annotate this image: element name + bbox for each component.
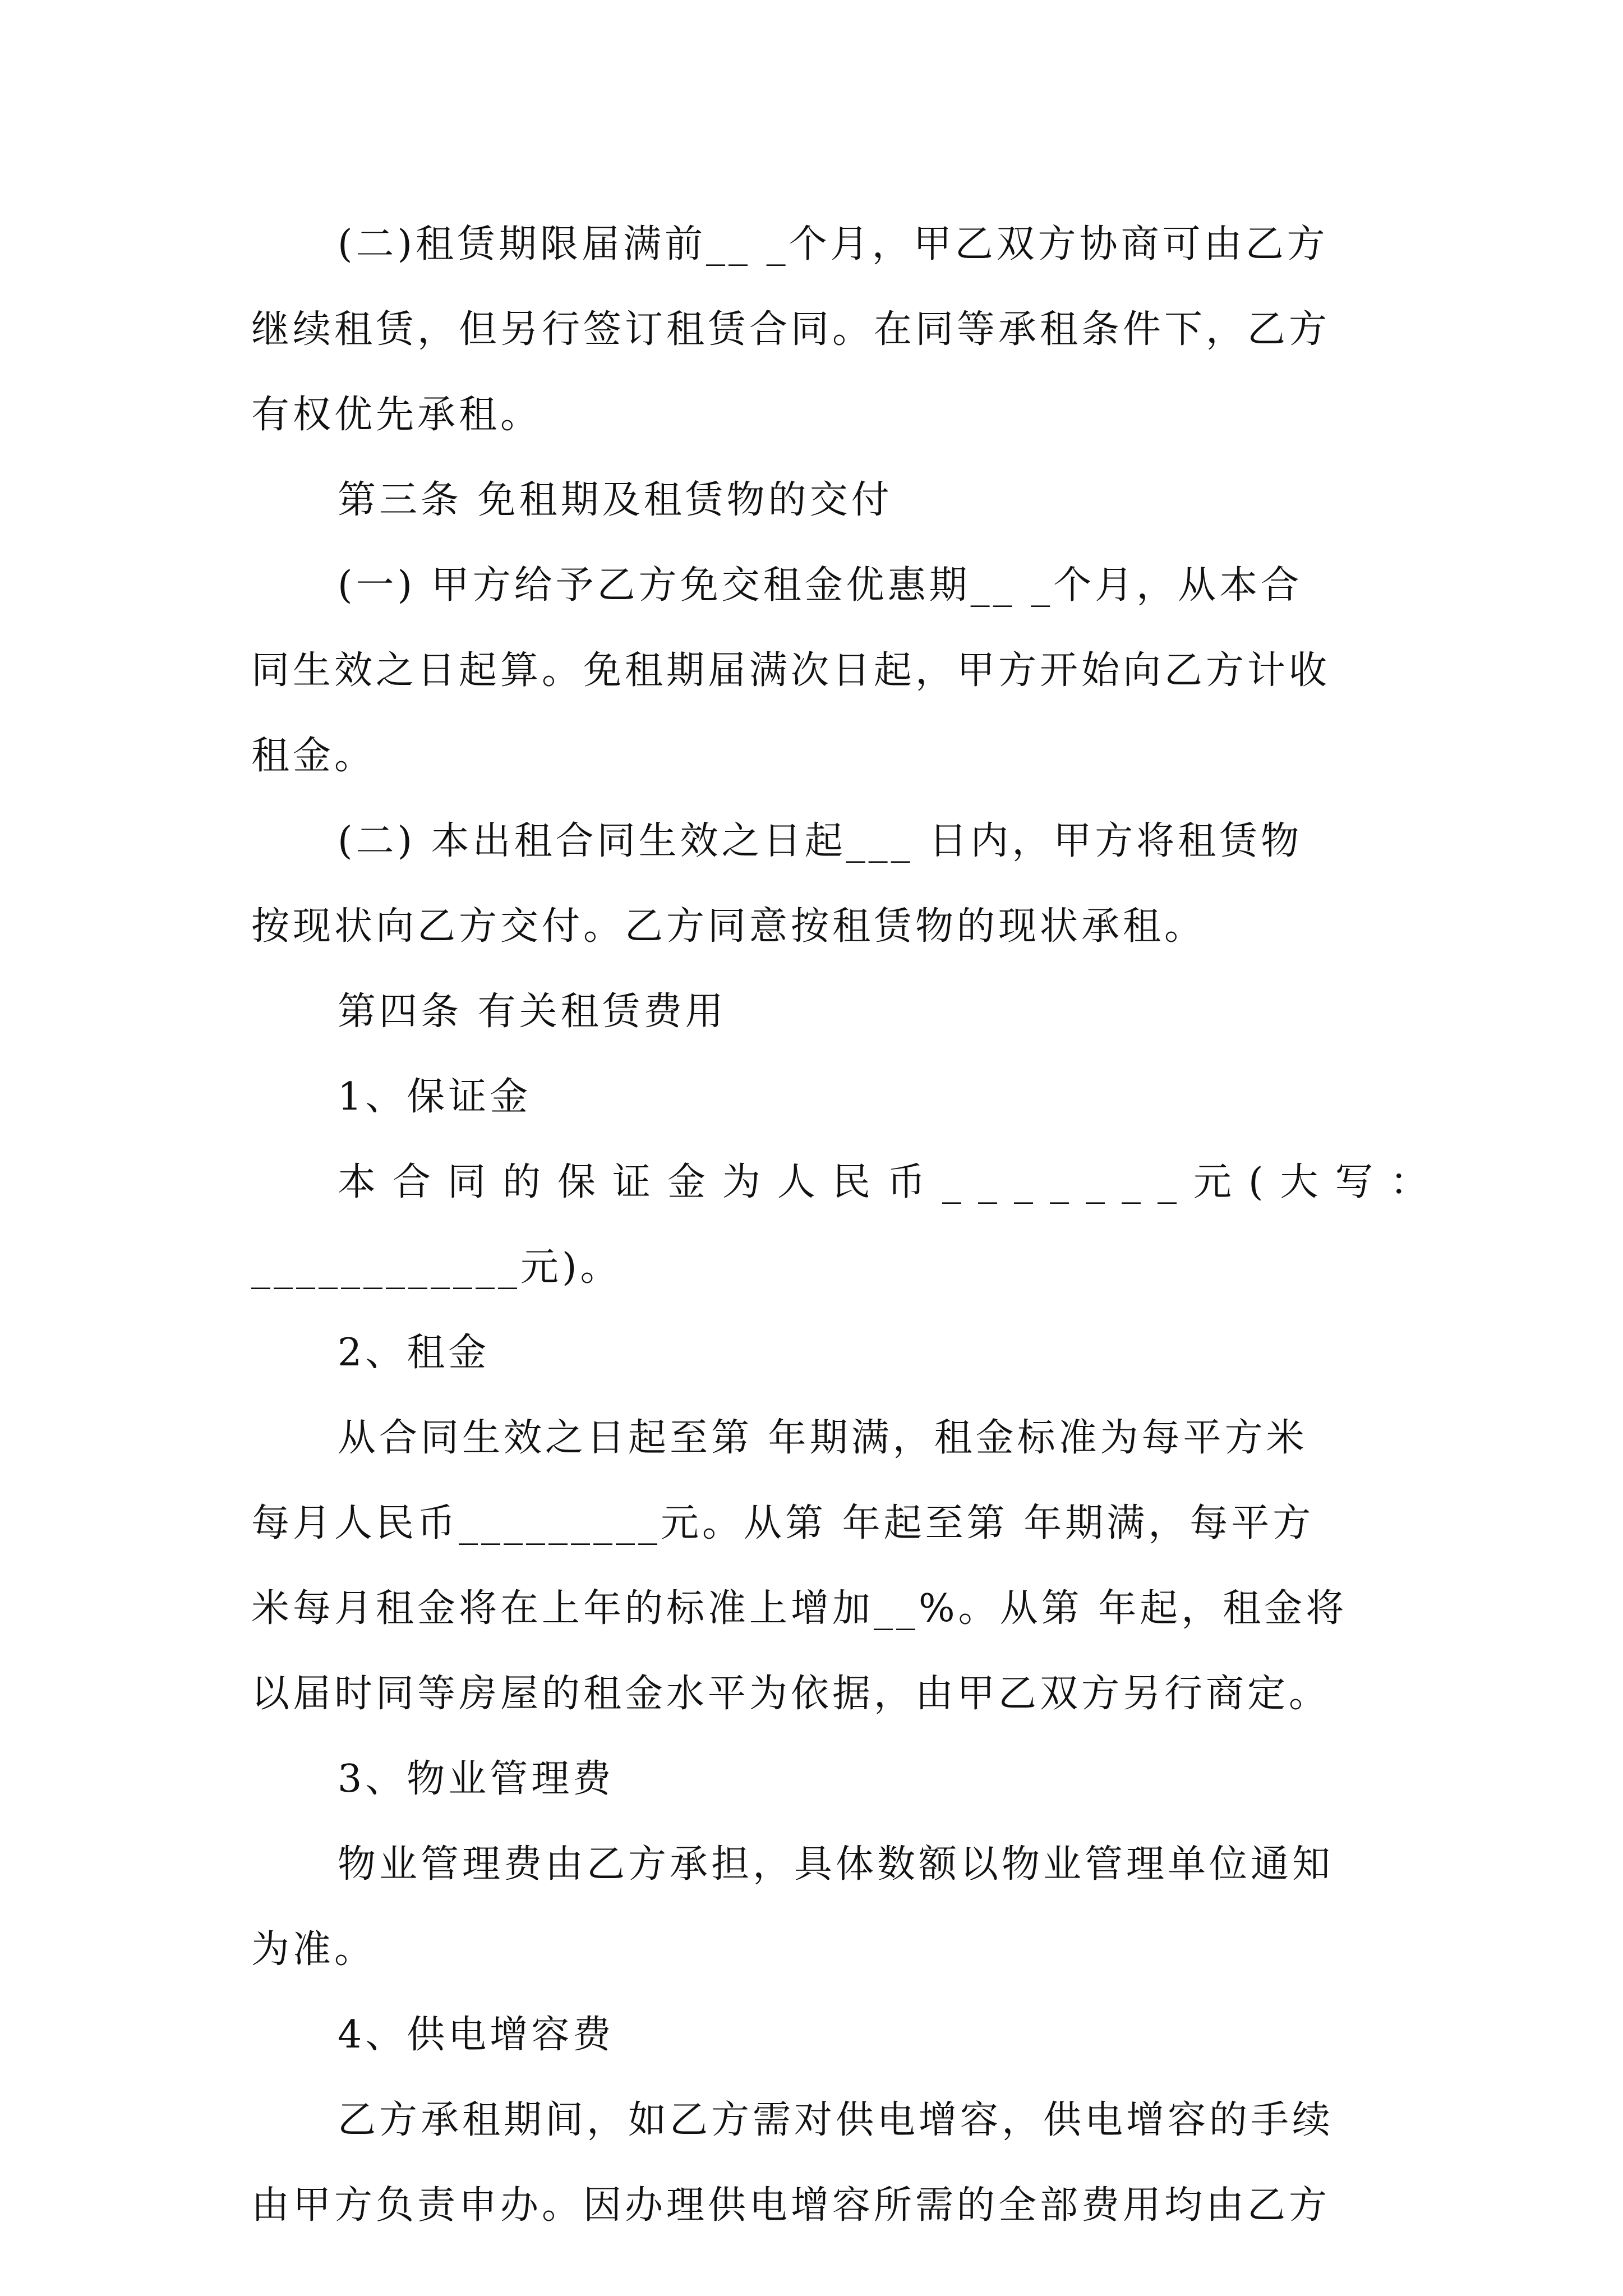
subsection-heading: 4、供电增容费 <box>338 2013 615 2057</box>
paragraph-line: 同生效之日起算。免租期届满次日起，甲方开始向乙方计收 <box>251 648 1331 693</box>
paragraph-line: 租金。 <box>251 734 376 778</box>
paragraph-line: 为准。 <box>251 1927 376 1972</box>
paragraph-line: 本合同的保证金为人民币_______元(大写： <box>338 1160 1445 1204</box>
paragraph-line: 米每月租金将在上年的标准上增加__%。从第 年起，租金将 <box>251 1586 1348 1631</box>
paragraph-line: 物业管理费由乙方承担，具体数额以物业管理单位通知 <box>338 1842 1334 1887</box>
subsection-heading: 3、物业管理费 <box>338 1757 615 1801</box>
paragraph-line: 有权优先承租。 <box>251 393 542 437</box>
paragraph-line: (二)租赁期限届满前__ _个月，甲乙双方协商可由乙方 <box>338 222 1329 266</box>
paragraph-line: 按现状向乙方交付。乙方同意按租赁物的现状承租。 <box>251 904 1206 949</box>
paragraph-line: 每月人民币_________元。从第 年起至第 年期满，每平方 <box>251 1501 1315 1545</box>
section-heading: 第三条 免租期及租赁物的交付 <box>338 478 893 522</box>
document-body <box>251 202 1445 2248</box>
paragraph-line: ____________元)。 <box>251 1245 622 1290</box>
paragraph-line: (一) 甲方给予乙方免交租金优惠期__ _个月，从本合 <box>338 563 1303 608</box>
section-heading: 第四条 有关租赁费用 <box>338 990 727 1034</box>
paragraph-line: 以届时同等房屋的租金水平为依据，由甲乙双方另行商定。 <box>251 1672 1331 1716</box>
paragraph-line: 由甲方负责申办。因办理供电增容所需的全部费用均由乙方 <box>251 2183 1331 2228</box>
paragraph-line: 乙方承租期间，如乙方需对供电增容，供电增容的手续 <box>338 2098 1334 2142</box>
subsection-heading: 1、保证金 <box>338 1075 532 1119</box>
paragraph-line: 继续租赁，但另行签订租赁合同。在同等承租条件下，乙方 <box>251 307 1331 352</box>
paragraph-line: 从合同生效之日起至第 年期满，租金标准为每平方米 <box>338 1416 1308 1460</box>
subsection-heading: 2、租金 <box>338 1331 490 1375</box>
paragraph-line: (二) 本出租合同生效之日起___ 日内，甲方将租赁物 <box>338 819 1303 863</box>
